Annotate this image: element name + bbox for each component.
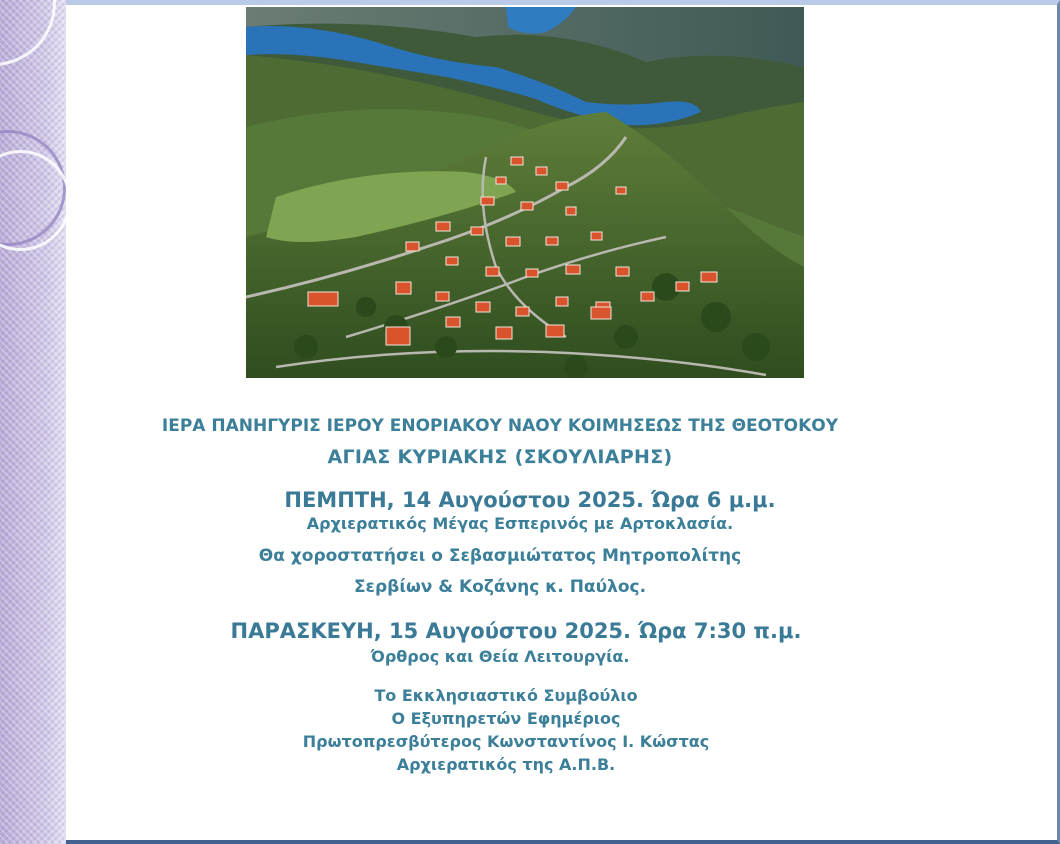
announcement-title-line1: ΙΕΡΑ ΠΑΝΗΓΥΡΙΣ ΙΕΡΟΥ ΕΝΟΡΙΑΚΟΥ ΝΑΟΥ ΚΟΙΜΗΣΕΩΣ ΤΗΣ ΘΕΟΤΟΚΟΥ — [161, 416, 839, 436]
decorative-ring-icon — [0, 150, 66, 251]
signature-line-4: Αρχιερατικός της Α.Π.Β. — [396, 755, 616, 774]
event-1-line-1: Αρχιερατικός Μέγας Εσπερινός με Αρτοκλασία. — [306, 514, 734, 533]
decorative-ring-icon — [0, 0, 56, 66]
decorative-side-band — [0, 0, 66, 844]
event-1-date-time: ΠΕΜΠΤΗ, 14 Αυγούστου 2025. Ώρα 6 μ.μ. — [284, 488, 776, 512]
event-1-line-3: Σερβίων & Κοζάνης κ. Παύλος. — [353, 577, 647, 597]
mountain-village-aerial-photo — [246, 7, 804, 378]
signature-line-2: Ο Εξυπηρετών Εφημέριος — [391, 709, 621, 728]
event-2-line-1: Όρθρος και Θεία Λειτουργία. — [370, 647, 630, 666]
signature-line-3: Πρωτοπρεσβύτερος Κωνσταντίνος Ι. Κώστας — [302, 732, 710, 751]
event-1-line-2: Θα χοροστατήσει ο Σεβασμιώτατος Μητροπολίτης — [258, 546, 742, 566]
announcement-title-line2: ΑΓΙΑΣ ΚΥΡΙΑΚΗΣ (ΣΚΟΥΛΙΑΡΗΣ) — [327, 446, 673, 468]
signature-line-1: Το Εκκλησιαστικό Συμβούλιο — [374, 686, 638, 705]
event-2-date-time: ΠΑΡΑΣΚΕΥΗ, 15 Αυγούστου 2025. Ώρα 7:30 π.μ. — [230, 619, 802, 643]
